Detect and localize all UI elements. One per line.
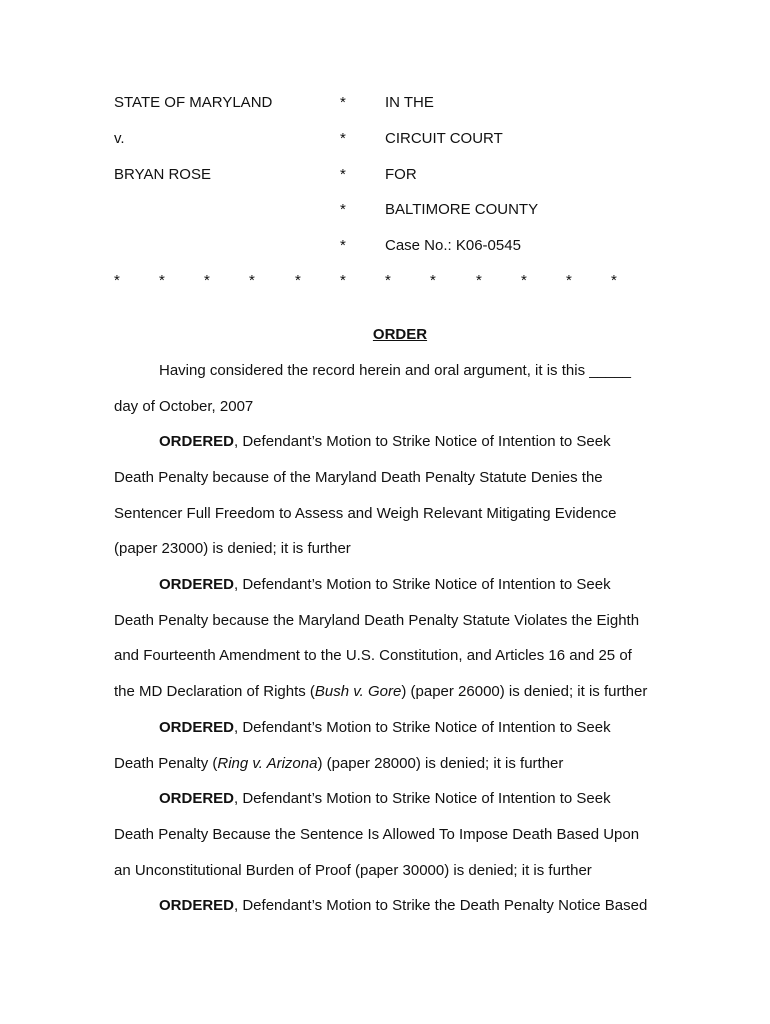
body-line: Death Penalty because the Maryland Death Penalty Statute Violates the Eighth bbox=[114, 612, 640, 629]
document-title: ORDER bbox=[372, 326, 428, 343]
ordered-label: ORDERED bbox=[159, 897, 235, 914]
body-text: , Defendant’s Motion to Strike the Death Penalty Notice Based bbox=[234, 897, 648, 914]
divider-star: * bbox=[566, 272, 572, 289]
ordered-label: ORDERED bbox=[159, 433, 235, 450]
caption-divider bbox=[0, 272, 770, 292]
body-text: , Defendant’s Motion to Strike Notice of Intention to Seek bbox=[234, 790, 611, 807]
divider-star: * bbox=[611, 272, 617, 289]
body-line: Sentencer Full Freedom to Assess and Weigh Relevant Mitigating Evidence bbox=[114, 505, 617, 522]
body-line: Having considered the record herein and oral argument, it is this _____ bbox=[159, 362, 631, 379]
caption-row bbox=[0, 94, 770, 114]
divider-star: * bbox=[340, 272, 346, 289]
caption-star: * bbox=[340, 201, 346, 218]
caption-star: * bbox=[340, 94, 346, 111]
caption-star: * bbox=[340, 166, 346, 183]
body-text: ) (paper 28000) is denied; it is further bbox=[317, 755, 564, 772]
body-line: day of October, 2007 bbox=[114, 398, 254, 415]
body-text: Death Penalty ( bbox=[114, 755, 218, 772]
case-citation: Ring v. Arizona bbox=[217, 755, 318, 772]
divider-star: * bbox=[476, 272, 482, 289]
caption-court: BALTIMORE COUNTY bbox=[385, 201, 539, 218]
caption-court: IN THE bbox=[385, 94, 434, 111]
body-text: , Defendant’s Motion to Strike Notice of Intention to Seek bbox=[234, 576, 611, 593]
divider-star: * bbox=[521, 272, 527, 289]
body-line: Death Penalty Because the Sentence Is Allowed To Impose Death Based Upon bbox=[114, 826, 640, 843]
body-line: an Unconstitutional Burden of Proof (paper 30000) is denied; it is further bbox=[114, 862, 592, 879]
ordered-label: ORDERED bbox=[159, 576, 235, 593]
divider-star: * bbox=[430, 272, 436, 289]
body-line: Death Penalty because of the Maryland Death Penalty Statute Denies the bbox=[114, 469, 603, 486]
caption-court: CIRCUIT COURT bbox=[385, 130, 503, 147]
caption-row bbox=[0, 201, 770, 221]
ordered-label: ORDERED bbox=[159, 790, 235, 807]
caption-party: BRYAN ROSE bbox=[114, 166, 211, 183]
caption-row bbox=[0, 237, 770, 257]
body-text: the MD Declaration of Rights ( bbox=[114, 683, 315, 700]
body-text: , Defendant’s Motion to Strike Notice of Intention to Seek bbox=[234, 433, 611, 450]
ordered-paragraph-2 bbox=[159, 576, 611, 593]
divider-star: * bbox=[385, 272, 391, 289]
divider-star: * bbox=[295, 272, 301, 289]
body-line: and Fourteenth Amendment to the U.S. Constitution, and Articles 16 and 25 of bbox=[114, 647, 632, 664]
ordered-paragraph-1 bbox=[159, 433, 611, 450]
caption-row bbox=[0, 130, 770, 150]
caption-star: * bbox=[340, 237, 346, 254]
divider-star: * bbox=[249, 272, 255, 289]
ordered-label: ORDERED bbox=[159, 719, 235, 736]
caption-court: FOR bbox=[385, 166, 417, 183]
ordered-paragraph-4 bbox=[159, 790, 611, 807]
body-line bbox=[114, 683, 647, 700]
case-number: Case No.: K06-0545 bbox=[385, 237, 521, 254]
body-text: , Defendant’s Motion to Strike Notice of Intention to Seek bbox=[234, 719, 611, 736]
caption-row bbox=[0, 166, 770, 186]
caption-party: STATE OF MARYLAND bbox=[114, 94, 273, 111]
body-text: ) (paper 26000) is denied; it is further bbox=[401, 683, 648, 700]
body-line: (paper 23000) is denied; it is further bbox=[114, 540, 351, 557]
case-citation: Bush v. Gore bbox=[314, 683, 402, 700]
caption-party: v. bbox=[114, 130, 125, 147]
divider-star: * bbox=[159, 272, 165, 289]
ordered-paragraph-5 bbox=[159, 897, 647, 914]
body-line bbox=[114, 755, 563, 772]
divider-star: * bbox=[114, 272, 120, 289]
divider-star: * bbox=[204, 272, 210, 289]
ordered-paragraph-3 bbox=[159, 719, 611, 736]
caption-star: * bbox=[340, 130, 346, 147]
